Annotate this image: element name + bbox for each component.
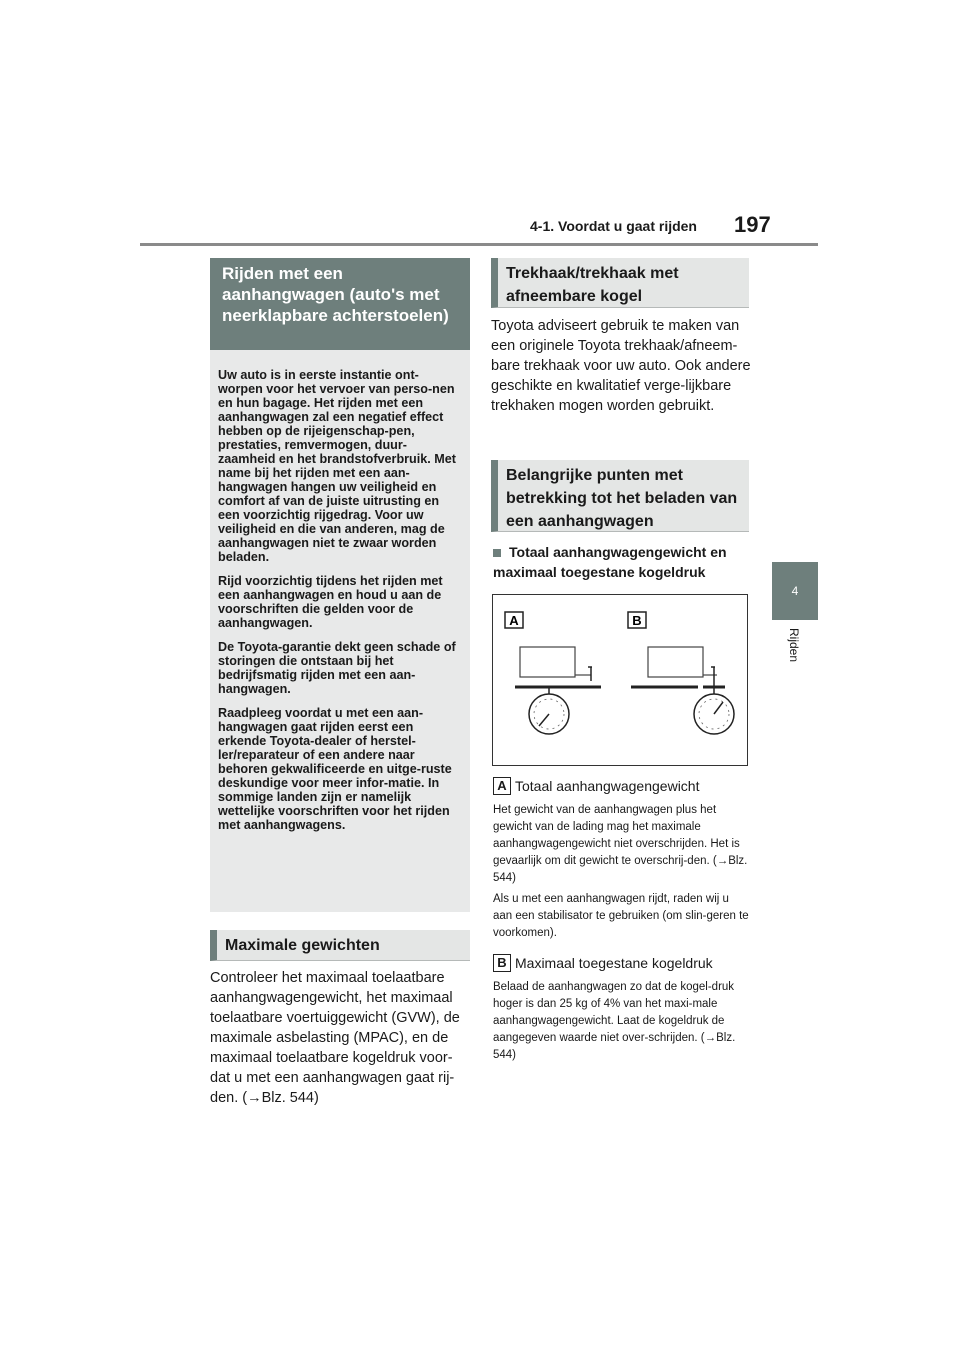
item-b-heading xyxy=(493,954,713,972)
item-a-text: Het gewicht van de aanhangwagen plus het gewicht van de lading mag het maximale aanhangwagengewicht niet overschrijden. Het is gevaarlijk om dit gewicht te overschrij-den. (→Blz. 544) xyxy=(493,804,748,884)
hitch-text: Toyota adviseert gebruik te maken van een originele Toyota trekhaak/afneem-bare trekhaak voor uw auto. Ook andere geschikte en kwalitatief verge-lijkbare trekhaken mogen worden gebruikt. xyxy=(491,318,751,414)
page-number: 197 xyxy=(734,212,771,237)
item-a-body xyxy=(493,802,751,946)
caution-box xyxy=(210,350,470,912)
trailer-weight-figure xyxy=(492,594,748,766)
max-weights-text: Controleer het maximaal toelaatbare aanhangwagengewicht, het maximaal toelaatbare voertuiggewicht (GVW), de maximale asbelasting (MPAC), en de maximaal toelaatbare kogeldruk voor-dat u met een aanhangwagen gaat rij-den. (→Blz. 544) xyxy=(210,970,460,1106)
loading-points-heading: Belangrijke punten met betrekking tot het beladen van een aanhangwagen xyxy=(491,460,749,532)
item-a-note: Als u met een aanhangwagen rijdt, raden wij u aan een stabilisator te gebruiken (om slin-geren te voorkomen). xyxy=(493,893,749,939)
caution-paragraph: De Toyota-garantie dekt geen schade of storingen die ontstaan bij het bedrijfsmatig rijden met een aan-hangwagen. xyxy=(218,640,456,696)
subheading-text: Totaal aanhangwagengewicht en maximaal toegestane kogeldruk xyxy=(493,544,727,580)
item-a-label: Totaal aanhangwagengewicht xyxy=(515,778,700,794)
trailer-scale-illustration xyxy=(493,595,747,765)
item-b-text: Belaad de aanhangwagen zo dat de kogel-druk hoger is dan 25 kg of 4% van het maxi-male aanhangwagengewicht. Laat de kogeldruk de aangegeven waarde niet over-schrijden. (→Blz. 544) xyxy=(493,981,736,1061)
item-a-heading xyxy=(493,777,699,795)
section-title: 4-1. Voordat u gaat rijden xyxy=(530,218,697,234)
trailer-section-heading: Rijden met een aanhangwagen (auto's met neerklapbare achterstoelen) xyxy=(210,258,470,350)
item-a-letter: A xyxy=(493,777,511,795)
chapter-tab-label: Rijden xyxy=(787,628,801,663)
chapter-tab[interactable]: 4 xyxy=(772,562,818,620)
hitch-heading: Trekhaak/trekhaak met afneembare kogel xyxy=(491,258,749,308)
item-b-letter: B xyxy=(493,954,511,972)
header-divider xyxy=(140,243,818,246)
label-a: A xyxy=(509,613,519,628)
item-b-body xyxy=(493,979,751,1068)
max-weights-heading: Maximale gewichten xyxy=(210,930,470,961)
caution-paragraph: Raadpleeg voordat u met een aan-hangwagen gaat rijden eerst een erkende Toyota-dealer of herstel-ler/reparateur of een andere naar behoren gekwalificeerde en uitge-ruste deskundige voor meer infor-matie. In sommige landen zijn er namelijk wettelijke voorschriften voor het rijden met aanhangwagens. xyxy=(218,706,452,832)
trailer-a-body xyxy=(520,647,575,677)
caution-paragraph: Rijd voorzichtig tijdens het rijden met een aanhangwagen en houd u aan de voorschriften die gelden voor de aanhangwagen. xyxy=(218,574,443,630)
tongue-weight-subheading xyxy=(493,542,753,582)
trailer-b-body xyxy=(648,647,703,677)
label-b: B xyxy=(632,613,642,628)
bullet-icon xyxy=(493,549,501,557)
item-b-label: Maximaal toegestane kogeldruk xyxy=(515,955,713,971)
caution-paragraph: Uw auto is in eerste instantie ont-worpen voor het vervoer van perso-nen en hun bagage. Het rijden met een aanhangwagen zal een negatief effect hebben op de rijeigenschap-pen, prestaties, remvermogen, duur-zaamheid en het brandstofverbruik. Met name bij het rijden met een aan-hangwagen hangen uw veiligheid en comfort af van de juiste uitrusting en een voorzichtig rijgedrag. Voor uw veiligheid en die van anderen, mag de aanhangwagen niet te zwaar worden beladen. xyxy=(218,368,456,564)
